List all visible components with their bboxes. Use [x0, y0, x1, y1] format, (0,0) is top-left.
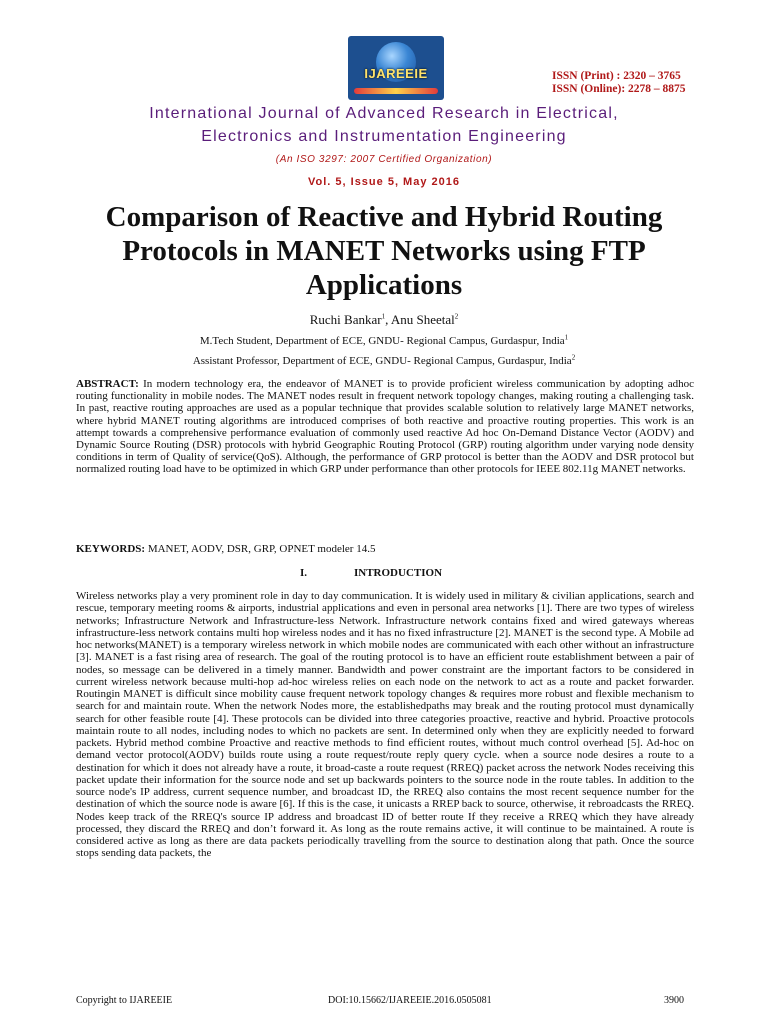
- author-separator: ,: [385, 312, 391, 327]
- affiliation-2-text: Assistant Professor, Department of ECE, GNDU- Regional Campus, Gurdaspur, India: [192, 355, 572, 367]
- footer-copyright: Copyright to IJAREEIE: [76, 995, 173, 1006]
- author-1-sup: 1: [381, 312, 386, 321]
- section-heading: [300, 567, 442, 579]
- keywords-label: KEYWORDS:: [76, 543, 146, 555]
- affiliation-1: [60, 335, 708, 347]
- author-2-sup: 2: [454, 312, 459, 321]
- abstract-label: ABSTRACT:: [76, 378, 139, 390]
- logo-swoosh: [354, 88, 438, 94]
- abstract: [76, 378, 694, 476]
- issn-block: [552, 70, 686, 96]
- keywords-text: MANET, AODV, DSR, GRP, OPNET modeler 14.5: [145, 543, 376, 555]
- section-number: I.: [300, 567, 308, 579]
- author-2: Anu Sheetal: [390, 312, 455, 327]
- keywords: [76, 543, 694, 555]
- paper-title: Comparison of Reactive and Hybrid Routing Protocols in MANET Networks using FTP Applications: [105, 201, 663, 301]
- section-title: INTRODUCTION: [354, 567, 443, 579]
- authors: [60, 312, 708, 328]
- affiliation-2: [60, 355, 708, 367]
- organization-note: (An ISO 3297: 2007 Certified Organization): [275, 154, 493, 165]
- affiliation-2-sup: 2: [571, 353, 576, 362]
- journal-logo: [348, 36, 444, 100]
- journal-title-line1: International Journal of Advanced Research in Electrical,: [149, 105, 619, 122]
- footer-doi: DOI:10.15662/IJAREEIE.2016.0505081: [328, 995, 492, 1006]
- footer-page-number: 3900: [664, 995, 684, 1006]
- introduction-text: Wireless networks play a very prominent role in day to day communication. It is widely used in military & civilian applications, search and rescue, temporary meeting rooms & airports, industrial applications and even in personal area networks [1]. There are two types of wireless networks; Infrastructure Network and Infrastructure-less Network. Infrastructure network contains fixed and wired gateways whereas infrastructure-less network contains multi hop wireless nodes and it has no fixed infrastructure [2]. MANET is the second type. A Mobile ad hoc networks(MANET) is a temporary wireless network in which mobile nodes are communicated with each other without an infrastructure [3]. MANET is a fast rising area of research. The goal of the routing protocol is to have an efficient route establishment between a pair of nodes, so message can be delivered in a timely manner. Bandwidth and power constraint are the important factors to be considered in current wireless network because multi-hop ad-hoc wireless relies on each node on the network to act as a route and packet forwarder. Routingin MANET is difficult since mobility cause frequent network topology changes & requires more robust and flexible mechanism to search for and maintain route. When the network Nodes more, the establishedpaths may break and the routing protocol must dynamically search for other feasible route [4]. These protocols can be divided into three categories proactive, reactive and hybrid. Proactive protocols maintain route to all nodes, including nodes to which no packets are sent. In determined only when they are explicitly needed to forward packets. Hybrid method combine Proactive and reactive methods to find efficient routes, without much control overhead [5]. Ad-hoc on demand vector protocol(AODV) builds route using a route request/route reply query cycle. when a source node desires a route to a destination for which it does not already have a route, it broad-caste a route request (RREQ) packet across the network Nodes receiving this packet update their information for the source node and set up backwards pointers to the source node in the route tables. In addition to the source node's IP address, current sequence number, and broadcast ID, the RREQ also contains the most recent sequence number for the destination of which the source node is aware [6]. If this is the case, it unicasts a RREP back to source, otherwise, it rebroadcasts the RREQ. Nodes keep track of the RREQ's source IP address and broadcast ID of better route If they receive a RREQ which they have already processed, they discard the RREQ and don’t forward it. As long as the route remains active, it will continue to be maintained. A route is considered active as long as there are data packets periodically travelling from the source to destination along that path. Once the source stops sending data packets, the: [76, 590, 694, 860]
- affiliation-1-text: M.Tech Student, Department of ECE, GNDU- Regional Campus, Gurdaspur, India: [199, 335, 565, 347]
- author-1: Ruchi Bankar: [309, 312, 382, 327]
- volume-issue: Vol. 5, Issue 5, May 2016: [308, 176, 460, 188]
- issn-online: ISSN (Online): 2278 – 8875: [552, 83, 686, 95]
- affiliation-1-sup: 1: [564, 333, 569, 342]
- logo-text: IJAREEIE: [364, 66, 428, 81]
- issn-print: ISSN (Print) : 2320 – 3765: [552, 70, 681, 82]
- journal-title-line2: Electronics and Instrumentation Engineering: [201, 128, 567, 145]
- abstract-text: In modern technology era, the endeavor of MANET is to provide proficient wireless communication by adopting adhoc routing functionality in mobile nodes. The MANET nodes result in frequent network topology changes, making routing a challenging task. In past, reactive routing approaches are used as a popular technique that provides scalable solution to relatively large MANET networks, where hybrid MANET routing algorithms are introduced comprises of both reactive and proactive routing properties. This work is an attempt towards a comprehensive performance evaluation of commonly used reactive Ad hoc On-Demand Distance Vector (AODV) and Dynamic Source Routing (DSR) protocols with hybrid Geographic Routing Protocol (GRP) routing algorithm under varying node density conditions in term of Quality of service(QoS). Although, the performance of GRP protocol is better than the AODV and DSR protocol but normalized routing load have to be optimized in which GRP under performance than other protocols for IEEE 802.11g MANET networks.: [76, 378, 694, 476]
